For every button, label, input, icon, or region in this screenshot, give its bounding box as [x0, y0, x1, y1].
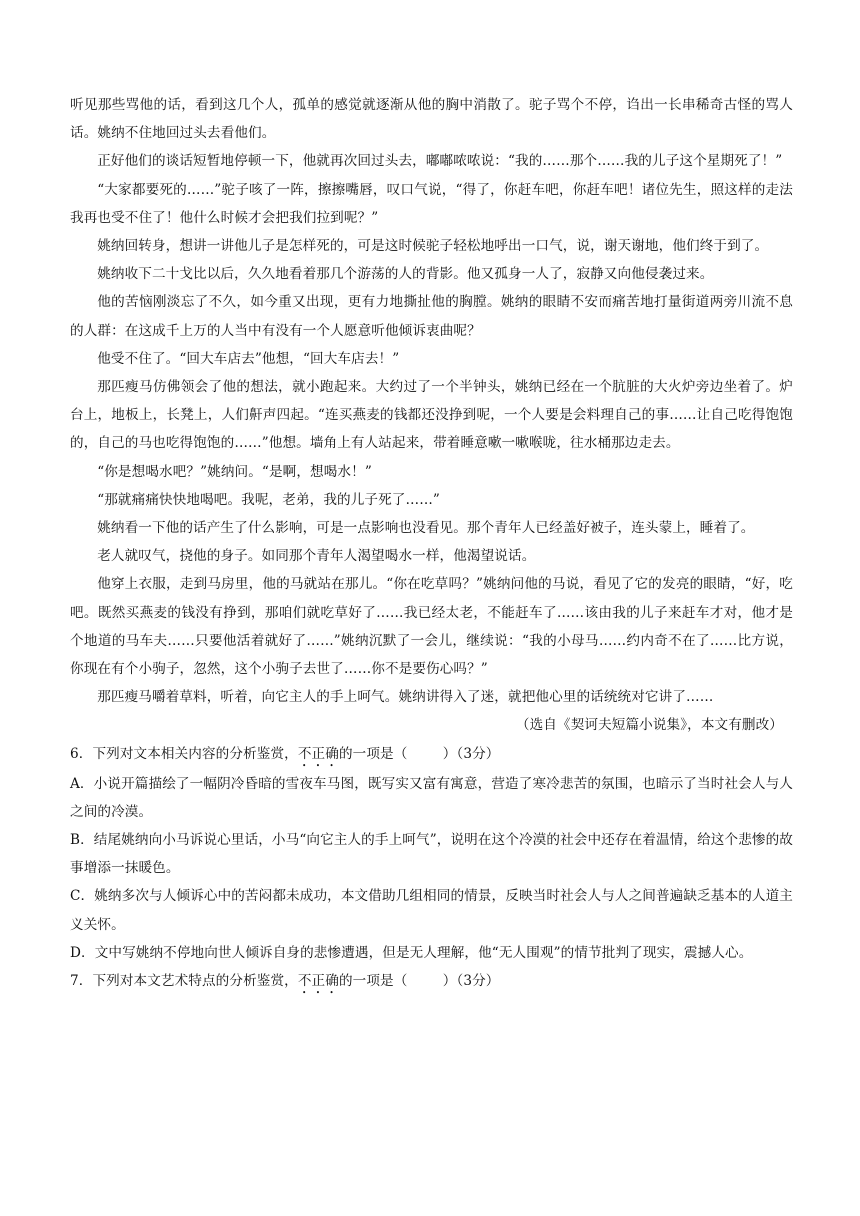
question-6-option-d: D．文中写姚纳不停地向世人倾诉自身的悲惨遭遇，但是无人理解，他“无人围观”的情节批判了现实，震撼人心。: [70, 944, 753, 961]
story-source-citation: （选自《契诃夫短篇小说集》，本文有删改）: [515, 717, 783, 734]
story-paragraph: 他的苦恼刚淡忘了不久，如今重又出现，更有力地撕扯他的胸膛。姚纳的眼睛不安而痛苦地打量街道两旁川流不息的人群：在这成千上万的人当中有没有一个人愿意听他倾诉衷曲呢？: [70, 294, 793, 339]
question-6-prefix: 6．下列对文本相关内容的分析鉴赏，: [70, 745, 298, 762]
story-paragraph: 姚纳回转身，想讲一讲他儿子是怎样死的，可是这时候驼子轻松地呼出一口气，说，谢天谢地，他们终于到了。: [97, 238, 769, 255]
question-7-emphasis: 不正确: [297, 973, 339, 990]
story-paragraph: 听见那些骂他的话，看到这几个人，孤单的感觉就逐渐从他的胸中消散了。驼子骂个不停，诌出一长串稀奇古怪的骂人话。姚纳不住地回过头去看他们。: [70, 97, 793, 142]
document-body: [70, 91, 793, 997]
question-6-tail: ）（3分）: [442, 745, 500, 762]
question-7: [70, 967, 793, 997]
question-6-option-c: C．姚纳多次与人倾诉心中的苦闷都未成功，本文借助几组相同的情景，反映当时社会人与人之间普遍缺乏基本的人道主义关怀。: [70, 888, 793, 933]
story-paragraph: 姚纳收下二十戈比以后，久久地看着那几个游荡的人的背影。他又孤身一人了，寂静又向他侵袭过来。: [97, 266, 714, 283]
question-6-stem: [70, 740, 793, 770]
question-6-option-a: A．小说开篇描绘了一幅阴冷昏暗的雪夜车马图，既写实又富有寓意，营造了寒冷悲苦的氛围，也暗示了当时社会人与人之间的冷漠。: [70, 775, 793, 820]
question-7-tail: ）（3分）: [442, 973, 500, 990]
story-paragraph: 姚纳看一下他的话产生了什么影响，可是一点影响也没看见。那个青年人已经盖好被子，连头蒙上，睡着了。: [97, 520, 755, 537]
story-paragraph: 正好他们的谈话短暂地停顿一下，他就再次回过头去，嘟嘟哝哝说：“我的……那个……我的儿子这个星期死了！”: [97, 153, 783, 170]
story-paragraph: 那匹瘦马嚼着草料，听着，向它主人的手上呵气。姚纳讲得入了迷，就把他心里的话统统对它讲了……: [97, 689, 714, 706]
question-7-suffix: 的一项是（: [338, 973, 408, 990]
question-6-emphasis: 不正确: [297, 745, 339, 762]
question-7-stem: [70, 967, 793, 997]
story-paragraph: “你是想喝水吧？”姚纳问。“是啊，想喝水！”: [97, 463, 372, 480]
question-6-option-b: B．结尾姚纳向小马诉说心里话，小马“向它主人的手上呵气”，说明在这个冷漠的社会中还存在着温情，给这个悲惨的故事增添一抹暖色。: [70, 832, 793, 877]
story-paragraph: 他穿上衣服，走到马房里，他的马就站在那儿。“你在吃草吗？”姚纳问他的马说，看见了它的发亮的眼睛，“好，吃吧。既然买燕麦的钱没有挣到，那咱们就吃草好了……我已经太老，不能赶车了……该由我的儿子来赶车才对，他才是个地道的马车夫……只要他活着就好了……”姚纳沉默了一会儿，继续说：“我的小母马……约内奇不在了……比方说，你现在有个小驹子，忽然，这个小驹子去世了……你不是要伤心吗？”: [70, 576, 793, 678]
question-6-suffix: 的一项是（: [338, 745, 408, 762]
story-paragraph: “大家都要死的……”驼子咳了一阵，擦擦嘴唇，叹口气说，“得了，你赶车吧，你赶车吧！诸位先生，照这样的走法我再也受不住了！他什么时候才会把我们拉到呢？”: [70, 181, 793, 226]
story-paragraph: 老人就叹气，挠他的身子。如同那个青年人渴望喝水一样，他渴望说话。: [97, 548, 536, 565]
story-paragraph: “那就痛痛快快地喝吧。我呢，老弟，我的儿子死了……”: [97, 491, 440, 508]
question-6: [70, 740, 793, 967]
story-paragraph: 那匹瘦马仿佛领会了他的想法，就小跑起来。大约过了一个半钟头，姚纳已经在一个肮脏的大火炉旁边坐着了。炉台上，地板上，长凳上，人们鼾声四起。“连买燕麦的钱都还没挣到呢，一个人要是会料理自己的事……让自己吃得饱饱的，自己的马也吃得饱饱的……”他想。墙角上有人站起来，带着睡意嗽一嗽喉咙，往水桶那边走去。: [70, 379, 793, 452]
story-text: [70, 91, 793, 740]
story-paragraph: 他受不住了。“回大车店去”他想，“回大车店去！”: [97, 350, 400, 367]
question-7-prefix: 7．下列对本文艺术特点的分析鉴赏，: [70, 973, 298, 990]
